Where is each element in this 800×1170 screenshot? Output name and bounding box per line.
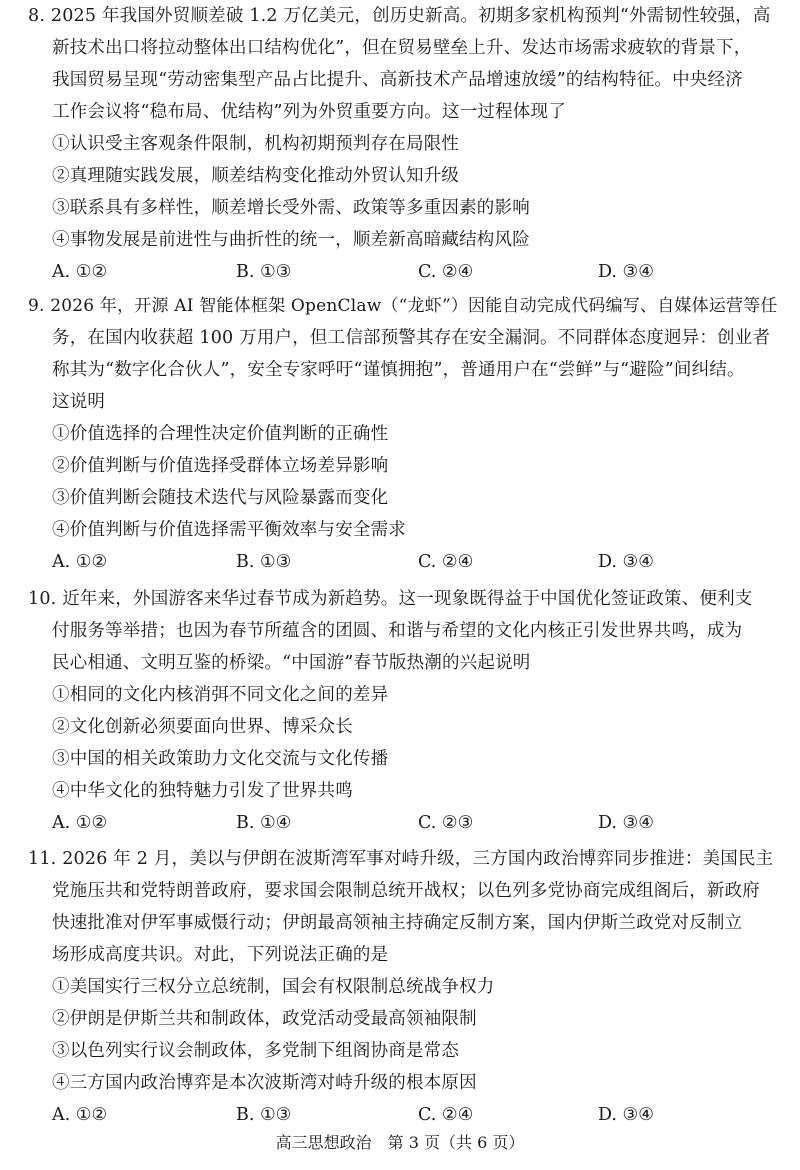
statement-option: ④中华文化的独特魅力引发了世界共鸣 bbox=[52, 781, 353, 801]
question-stem-line: 9. 2026 年，开源 AI 智能体框架 OpenClaw（“龙虾”）因能自动完成代码编写、自媒体运营等任 bbox=[28, 296, 778, 316]
question-stem-line: 10. 近年来，外国游客来华过春节成为新趋势。这一现象既得益于中国优化签证政策、便利支 bbox=[28, 589, 753, 609]
statement-option: ②文化创新必须要面向世界、博采众长 bbox=[52, 717, 353, 737]
choice-d: D. ③④ bbox=[598, 262, 654, 282]
choice-a: A. ①② bbox=[52, 262, 108, 282]
statement-option: ③价值判断会随技术迭代与风险暴露而变化 bbox=[52, 488, 389, 508]
choice-b: B. ①③ bbox=[236, 262, 292, 282]
choice-d: D. ③④ bbox=[598, 1105, 654, 1125]
question-stem-line: 付服务等举措；也因为春节所蕴含的团圆、和谐与希望的文化内核正引发世界共鸣，成为 bbox=[52, 621, 743, 641]
question-8 bbox=[28, 0, 780, 288]
statement-option: ③中国的相关政策助力文化交流与文化传播 bbox=[52, 749, 389, 769]
statement-option: ②真理随实践发展，顺差结构变化推动外贸认知升级 bbox=[52, 166, 460, 186]
answer-choices bbox=[28, 1099, 780, 1131]
choice-a: A. ①② bbox=[52, 552, 108, 572]
statement-option: ③以色列实行议会制政体，多党制下组阁协商是常态 bbox=[52, 1041, 460, 1061]
question-stem-line: 8. 2025 年我国外贸顺差破 1.2 万亿美元，创历史新高。初期多家机构预判“外需韧性较强，高 bbox=[28, 6, 771, 26]
statement-option: ④事物发展是前进性与曲折性的统一，顺差新高暗藏结构风险 bbox=[52, 230, 530, 250]
choice-a: A. ①② bbox=[52, 813, 108, 833]
answer-choices bbox=[28, 807, 780, 839]
question-stem-line: 新技术出口将拉动整体出口结构优化”，但在贸易壁垒上升、发达市场需求疲软的背景下， bbox=[52, 38, 752, 58]
statement-option: ①美国实行三权分立总统制，国会有权限制总统战争权力 bbox=[52, 977, 495, 997]
statement-option: ②价值判断与价值选择受群体立场差异影响 bbox=[52, 456, 389, 476]
question-stem-line: 场形成高度共识。对此，下列说法正确的是 bbox=[52, 945, 389, 965]
question-stem-line: 工作会议将“稳布局、优结构”列为外贸重要方向。这一过程体现了 bbox=[52, 102, 566, 122]
answer-choices bbox=[28, 256, 780, 288]
statement-option: ③联系具有多样性，顺差增长受外需、政策等多重因素的影响 bbox=[52, 198, 530, 218]
statement-option: ①价值选择的合理性决定价值判断的正确性 bbox=[52, 424, 389, 444]
question-stem-line: 称其为“数字化合伙人”，安全专家呼吁“谨慎拥抱”，普通用户在“尝鲜”与“避险”间纠结。 bbox=[52, 360, 745, 380]
page-footer: 高三思想政治 第 3 页（共 6 页） bbox=[275, 1133, 525, 1152]
choice-d: D. ③④ bbox=[598, 813, 654, 833]
choice-c: C. ②③ bbox=[418, 813, 474, 833]
statement-option: ④价值判断与价值选择需平衡效率与安全需求 bbox=[52, 520, 406, 540]
choice-c: C. ②④ bbox=[418, 1105, 474, 1125]
choice-c: C. ②④ bbox=[418, 552, 474, 572]
statement-option: ①认识受主客观条件限制，机构初期预判存在局限性 bbox=[52, 134, 460, 154]
choice-a: A. ①② bbox=[52, 1105, 108, 1125]
choice-b: B. ①③ bbox=[236, 552, 292, 572]
question-stem-line: 务，在国内收获超 100 万用户，但工信部预警其存在安全漏洞。不同群体态度迥异：创业者 bbox=[52, 328, 771, 348]
choice-b: B. ①③ bbox=[236, 1105, 292, 1125]
question-9 bbox=[28, 290, 780, 578]
question-stem-line: 这说明 bbox=[52, 392, 106, 412]
choice-b: B. ①④ bbox=[236, 813, 292, 833]
question-stem-line: 11. 2026 年 2 月，美以与伊朗在波斯湾军事对峙升级，三方国内政治博弈同步推进：美国民主 bbox=[28, 849, 774, 869]
question-11 bbox=[28, 843, 780, 1131]
choice-c: C. ②④ bbox=[418, 262, 474, 282]
choice-d: D. ③④ bbox=[598, 552, 654, 572]
question-stem-line: 民心相通、文明互鉴的桥梁。“中国游”春节版热潮的兴起说明 bbox=[52, 653, 531, 673]
question-stem-line: 快速批准对伊军事威慑行动；伊朗最高领袖主持确定反制方案，国内伊斯兰政党对反制立 bbox=[52, 913, 743, 933]
statement-option: ②伊朗是伊斯兰共和制政体，政党活动受最高领袖限制 bbox=[52, 1009, 477, 1029]
question-10 bbox=[28, 583, 780, 839]
question-stem-line: 党施压共和党特朗普政府，要求国会限制总统开战权；以色列多党协商完成组阁后，新政府 bbox=[52, 881, 760, 901]
question-stem-line: 我国贸易呈现“劳动密集型产品占比提升、高新技术产品增速放缓”的结构特征。中央经济 bbox=[52, 70, 743, 90]
statement-option: ④三方国内政治博弈是本次波斯湾对峙升级的根本原因 bbox=[52, 1073, 477, 1093]
answer-choices bbox=[28, 546, 780, 578]
statement-option: ①相同的文化内核消弭不同文化之间的差异 bbox=[52, 685, 389, 705]
